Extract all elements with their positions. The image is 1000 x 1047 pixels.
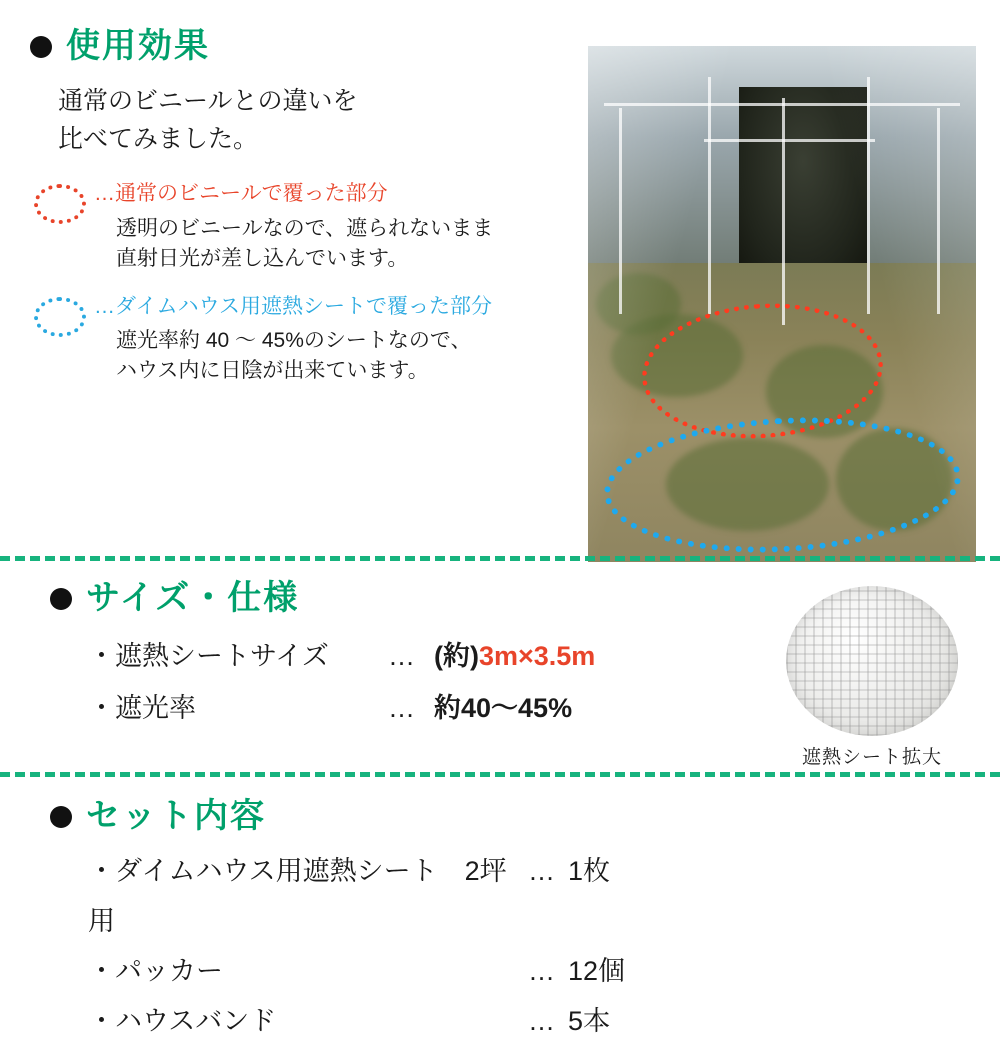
set-label-sheet: ・ダイムハウス用遮熱シート 2坪用 xyxy=(88,856,507,937)
usage-effect-heading-text: 使用効果 xyxy=(66,27,210,65)
greenhouse-photo xyxy=(588,46,976,562)
legend-desc-red-line1: 透明のビニールなので、遮られないまま xyxy=(116,216,494,240)
spec-value-shade-rate xyxy=(434,683,572,734)
spec-value-sheet-size xyxy=(434,631,595,682)
section-divider xyxy=(0,772,1000,777)
section-divider xyxy=(0,556,1000,561)
legend-text-group xyxy=(94,180,493,274)
bullet-dot-icon xyxy=(30,36,52,58)
usage-effect-lead-line2: 比べてみました。 xyxy=(58,124,259,153)
sheet-closeup xyxy=(772,586,972,769)
legend-desc-blue-line2: ハウス内に日陰が出来ています。 xyxy=(116,359,429,383)
section-size-spec xyxy=(0,572,1000,768)
spec-label-shade-rate: ・遮光率 xyxy=(88,692,196,723)
legend-desc-blue-line1: 遮光率約 40 〜 45%のシートなので、 xyxy=(116,328,472,352)
photo-frame-bar xyxy=(782,98,785,325)
bullet-dot-icon xyxy=(50,806,72,828)
set-dots: … xyxy=(528,1006,555,1037)
sheet-closeup-caption: 遮熱シート拡大 xyxy=(801,747,942,768)
set-row xyxy=(88,997,1000,1047)
set-dots: … xyxy=(528,956,555,987)
spec-label-sheet-size: ・遮熱シートサイズ xyxy=(88,641,329,672)
set-value-sheet: 1枚 xyxy=(568,856,611,887)
set-contents-heading-text: セット内容 xyxy=(86,797,266,835)
photo-frame-bar xyxy=(937,108,940,314)
dotted-circle-red-icon xyxy=(34,184,86,224)
legend-title-red: …通常のビニールで覆った部分 xyxy=(94,182,388,206)
photo-doorway xyxy=(739,87,867,273)
spec-dots: … xyxy=(388,641,415,672)
section-usage-effect xyxy=(0,16,1000,546)
set-dots: … xyxy=(528,856,555,887)
spec-value-prefix: (約) xyxy=(434,641,479,672)
spec-value-prefix: 約 xyxy=(434,692,461,723)
legend-title-blue: …ダイムハウス用遮熱シートで覆った部分 xyxy=(94,294,492,318)
set-row xyxy=(88,847,1000,947)
set-contents-list xyxy=(88,847,1000,1047)
sheet-closeup-image xyxy=(786,586,958,736)
set-label-house-band: ・ハウスバンド xyxy=(88,1006,277,1037)
spec-value-number: 40〜45% xyxy=(461,692,573,723)
set-value-packer: 12個 xyxy=(568,956,626,987)
photo-frame-bar xyxy=(708,77,711,314)
photo-frame-bar xyxy=(619,108,622,314)
set-value-house-band: 5本 xyxy=(568,1006,611,1037)
set-contents-heading xyxy=(50,798,1000,835)
photo-frame-bar xyxy=(604,103,961,106)
spec-dots: … xyxy=(388,692,415,723)
photo-frame-bar xyxy=(704,139,875,142)
size-spec-heading-text: サイズ・仕様 xyxy=(86,579,300,617)
photo-grass-patch xyxy=(596,273,681,335)
set-label-packer: ・パッカー xyxy=(88,956,223,987)
section-set-contents xyxy=(0,790,1000,1037)
legend-text-group xyxy=(94,293,492,387)
set-row xyxy=(88,947,1000,997)
photo-frame-bar xyxy=(867,77,870,314)
usage-effect-lead-line1: 通常のビニールとの違いを xyxy=(58,87,358,116)
legend-desc-red-line2: 直射日光が差し込んでいます。 xyxy=(116,247,409,271)
bullet-dot-icon xyxy=(50,588,72,610)
dotted-circle-blue-icon xyxy=(34,297,86,337)
spec-value-number: 3m×3.5m xyxy=(478,641,596,672)
